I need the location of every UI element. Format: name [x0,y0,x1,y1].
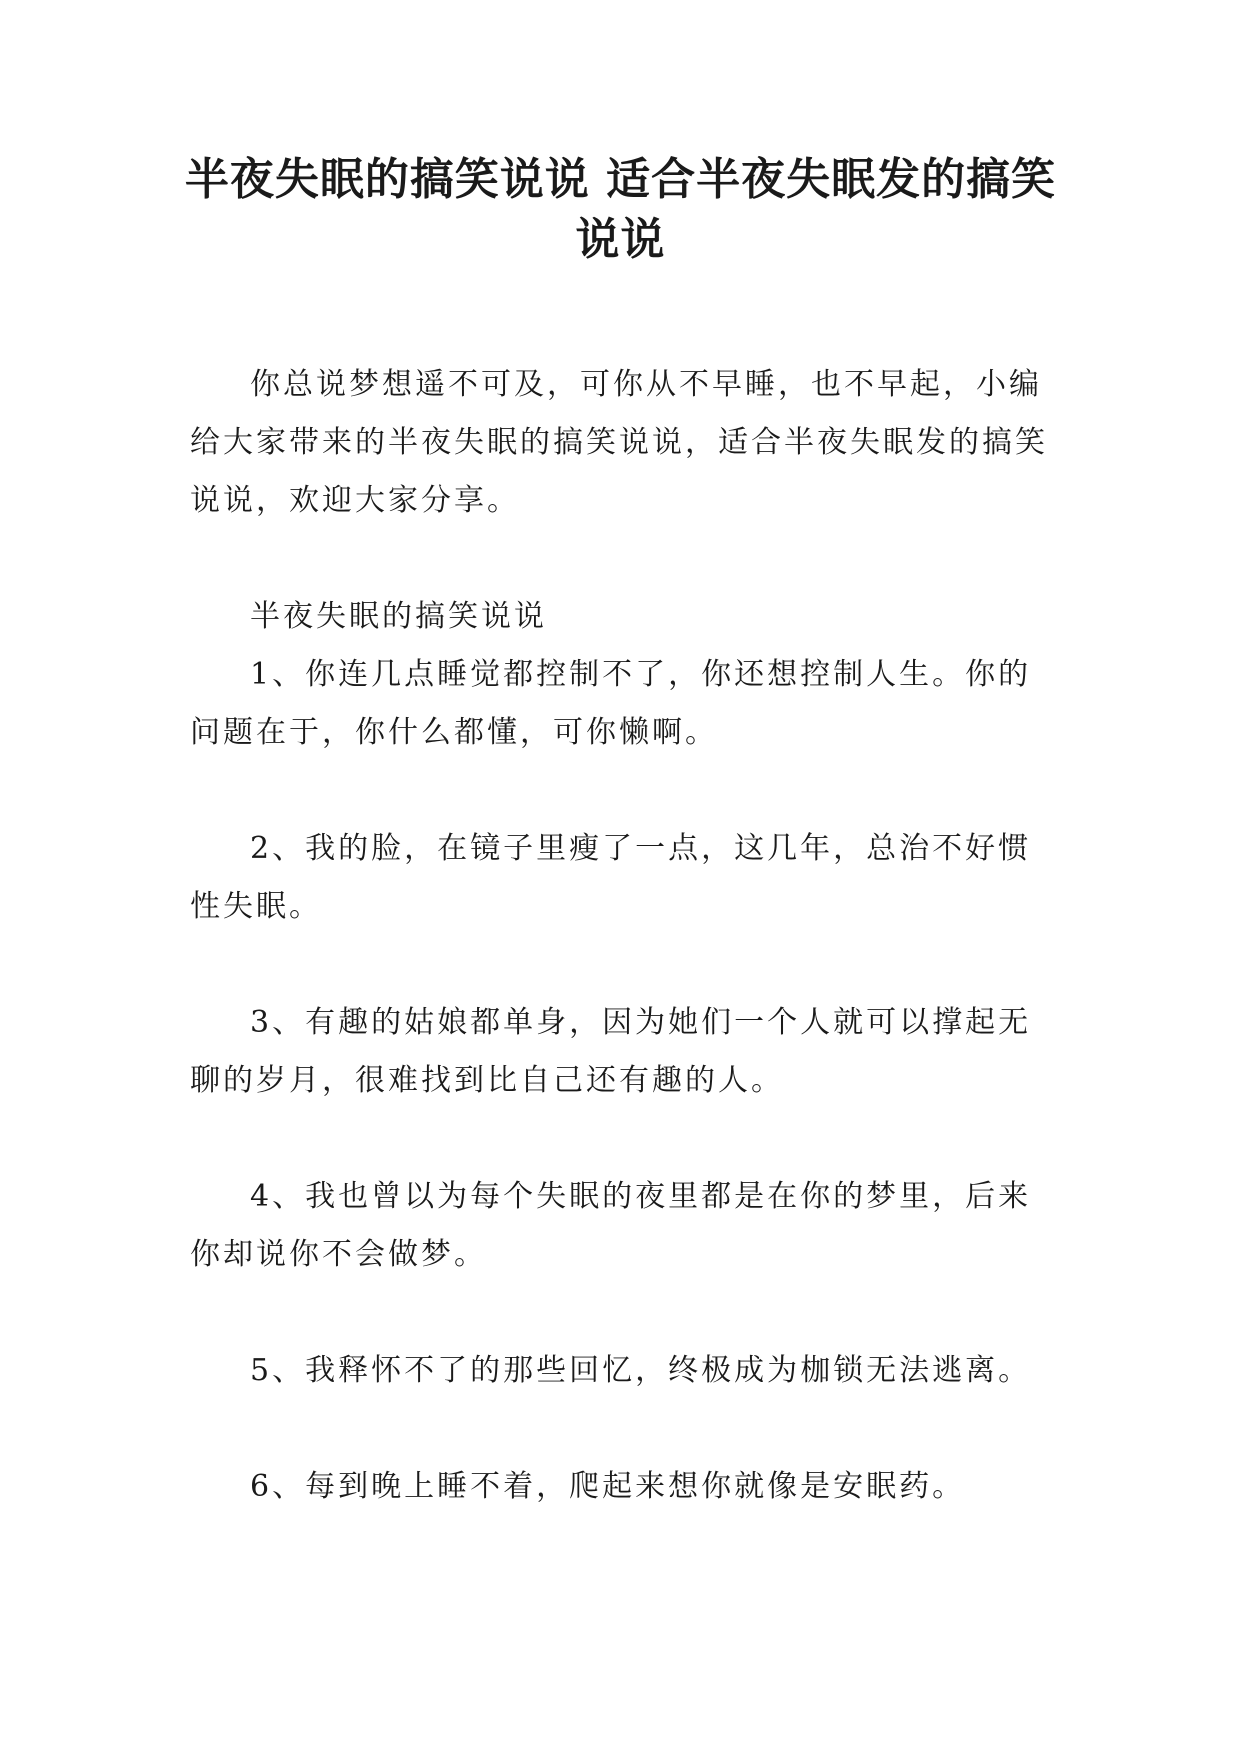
section-heading: 半夜失眠的搞笑说说 [250,599,547,634]
list-item: 3、有趣的姑娘都单身，因为她们一个人就可以撑起无聊的岁月，很难找到比自己还有趣的人。 [190,1005,1032,1098]
document-body [190,356,1052,1516]
list-item: 4、我也曾以为每个失眠的夜里都是在你的梦里，后来你却说你不会做梦。 [190,1179,1032,1272]
paragraph-spacer [190,762,1052,820]
paragraph-spacer [190,1110,1052,1168]
intro-paragraph: 你总说梦想遥不可及，可你从不早睡，也不早起，小编给大家带来的半夜失眠的搞笑说说，适合半夜失眠发的搞笑说说，欢迎大家分享。 [190,367,1048,518]
paragraph-spacer [190,936,1052,994]
list-item: 2、我的脸，在镜子里瘦了一点，这几年，总治不好惯性失眠。 [190,831,1032,924]
document-title: 半夜失眠的搞笑说说 适合半夜失眠发的搞笑说说 [184,154,1057,265]
paragraph-spacer [190,1400,1052,1458]
list-item: 5、我释怀不了的那些回忆，终极成为枷锁无法逃离。 [250,1353,1032,1388]
paragraph-spacer [190,530,1052,588]
list-item: 6、每到晚上睡不着，爬起来想你就像是安眠药。 [250,1469,966,1504]
list-item: 1、你连几点睡觉都控制不了，你还想控制人生。你的问题在于，你什么都懂，可你懒啊。 [190,657,1032,750]
paragraph-spacer [190,1284,1052,1342]
